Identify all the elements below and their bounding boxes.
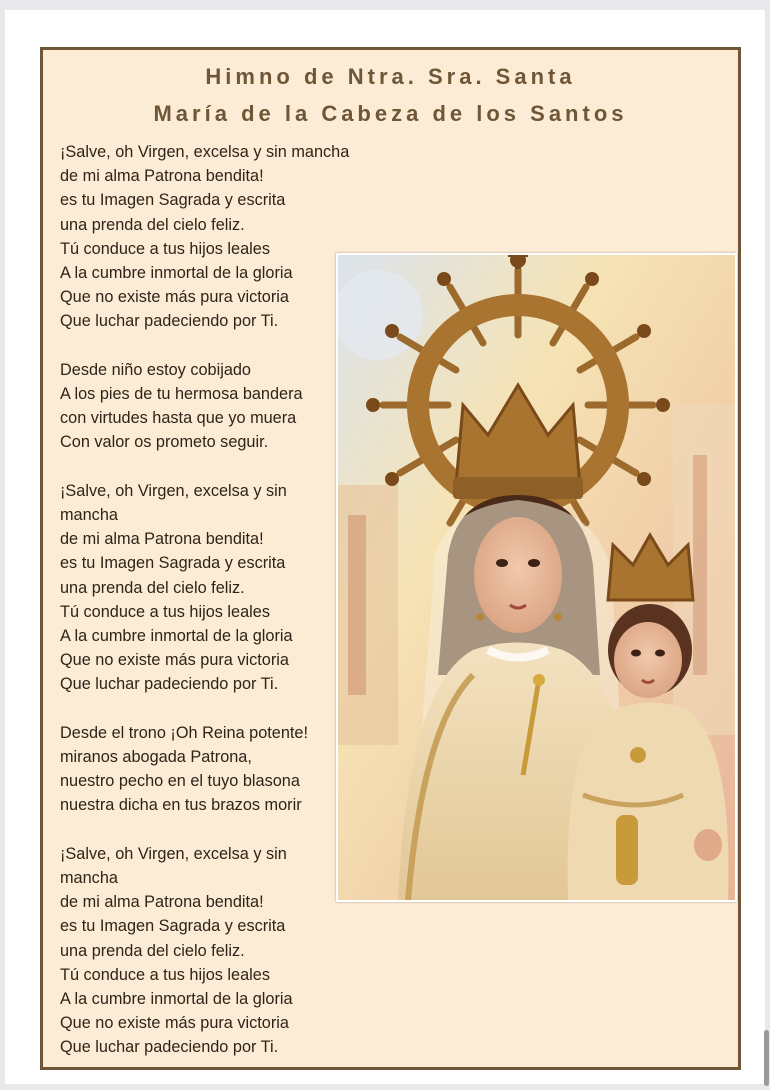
hymn-verse: una prenda del cielo feliz.	[60, 215, 245, 234]
hymn-stanza	[60, 358, 360, 455]
hymn-title-line-1: Himno de Ntra. Sra. Santa	[205, 64, 576, 89]
hymn-verse: de mi alma Patrona bendita!	[60, 530, 264, 549]
hymn-verse: ¡Salve, oh Virgen, excelsa y sin mancha	[60, 143, 350, 161]
hymn-verse: nuestra dicha en tus brazos morir	[60, 796, 302, 815]
hymn-verse: A la cumbre inmortal de la gloria	[60, 627, 293, 646]
hymn-frame	[40, 47, 741, 1070]
hymn-verse: Con valor os prometo seguir.	[60, 433, 269, 452]
hymn-verse: A los pies de tu hermosa bandera	[60, 385, 303, 404]
hymn-stanza	[60, 479, 360, 697]
hymn-verse: Que no existe más pura victoria	[60, 1014, 289, 1033]
virgin-statue-illustration	[338, 255, 735, 900]
hymn-verse: Tú conduce a tus hijos leales	[60, 965, 270, 984]
hymn-verse: Que no existe más pura victoria	[60, 651, 289, 670]
hymn-verse: nuestro pecho en el tuyo blasona	[60, 772, 300, 791]
hymn-verse: Desde niño estoy cobijado	[60, 360, 251, 379]
hymn-verse: mancha	[60, 869, 118, 888]
page-sheet	[5, 10, 765, 1084]
hymn-verse: A la cumbre inmortal de la gloria	[60, 264, 293, 283]
hymn-verse: es tu Imagen Sagrada y escrita	[60, 554, 286, 573]
hymn-stanza	[60, 842, 360, 1060]
hymn-verse: miranos abogada Patrona,	[60, 748, 252, 767]
hymn-verse: es tu Imagen Sagrada y escrita	[60, 191, 286, 210]
hymn-verse: Que no existe más pura victoria	[60, 288, 289, 307]
hymn-verse: Desde el trono ¡Oh Reina potente!	[60, 723, 308, 742]
hymn-verse: mancha	[60, 506, 118, 525]
hymn-verse: una prenda del cielo feliz.	[60, 941, 245, 960]
hymn-verse: de mi alma Patrona bendita!	[60, 167, 264, 186]
hymn-verse: con virtudes hasta que yo muera	[60, 409, 297, 428]
vertical-scrollbar[interactable]	[764, 1030, 769, 1086]
hymn-verse: Que luchar padeciendo por Ti.	[60, 312, 279, 331]
hymn-title-line-2: María de la Cabeza de los Santos	[153, 101, 628, 126]
hymn-verse: ¡Salve, oh Virgen, excelsa y sin	[60, 481, 287, 500]
hymn-verse: Tú conduce a tus hijos leales	[60, 602, 270, 621]
hymn-verse: Tú conduce a tus hijos leales	[60, 239, 270, 258]
hymn-verse: de mi alma Patrona bendita!	[60, 893, 264, 912]
hymn-verse: una prenda del cielo feliz.	[60, 578, 245, 597]
virgin-statue-photo	[336, 253, 737, 902]
hymn-stanza	[60, 721, 360, 818]
hymn-verse: A la cumbre inmortal de la gloria	[60, 990, 293, 1009]
hymn-verse: Que luchar padeciendo por Ti.	[60, 1038, 279, 1057]
hymn-verse: es tu Imagen Sagrada y escrita	[60, 917, 286, 936]
hymn-verse: ¡Salve, oh Virgen, excelsa y sin	[60, 844, 287, 863]
hymn-text	[60, 140, 360, 1060]
hymn-stanza	[60, 140, 360, 334]
hymn-verse: Que luchar padeciendo por Ti.	[60, 675, 279, 694]
